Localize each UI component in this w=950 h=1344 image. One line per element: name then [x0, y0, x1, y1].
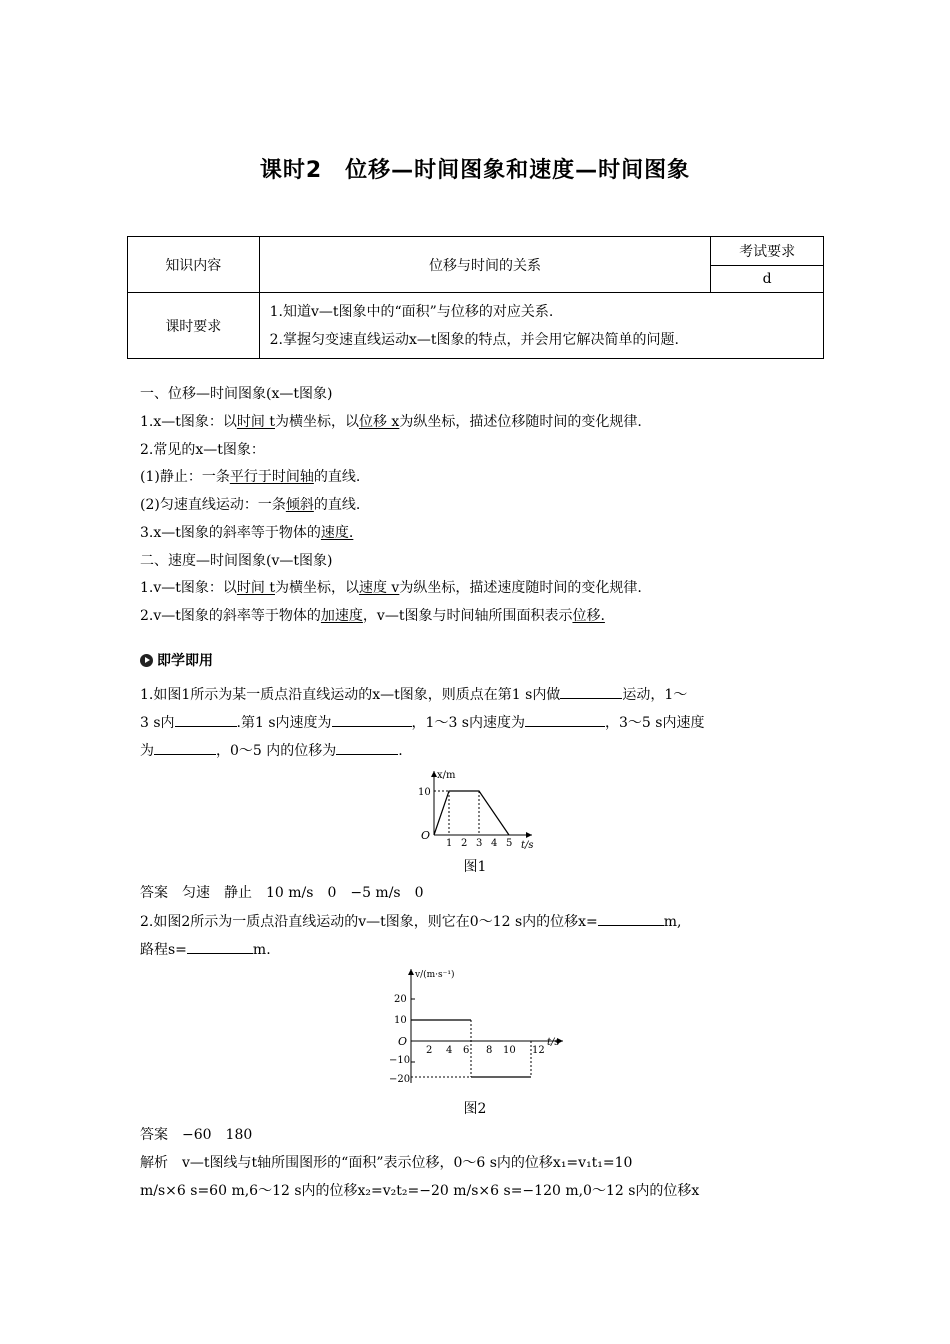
x-tick-label: 12 — [532, 1045, 545, 1056]
x-tick-label: 1 — [446, 838, 453, 849]
figure-1-caption: 图1 — [463, 859, 487, 875]
answer-blank[interactable] — [525, 712, 605, 727]
note-xt-5: 3.x—t图象的斜率等于物体的速度. — [140, 525, 354, 541]
knowledge-label: 知识内容 — [128, 237, 260, 293]
answer-blank[interactable] — [187, 939, 253, 954]
note-xt-3: (1)静止：一条平行于时间轴的直线. — [140, 469, 361, 485]
y-axis-label: v/(m·s⁻¹) — [415, 970, 455, 980]
question-1-line-3: 为 ，0～5 内的位移为 . — [140, 740, 403, 761]
y-tick-label: 10 — [418, 787, 431, 798]
note-vt-2: 2.v—t图象的斜率等于物体的加速度，v—t图象与时间轴所围面积表示位移. — [140, 608, 605, 624]
page-title: 课时2 位移—时间图象和速度—时间图象 — [259, 158, 691, 183]
note-xt-2: 2.常见的x—t图象： — [140, 442, 265, 458]
y-tick-label: 10 — [394, 1015, 407, 1026]
answer-blank[interactable] — [332, 712, 412, 727]
x-tick-label: 3 — [476, 838, 483, 849]
analysis-line-1: 解析 v—t图线与t轴所围图形的“面积”表示位移，0～6 s内的位移x₁=v₁t₁=10 — [140, 1155, 633, 1171]
exam-label: 考试要求 — [711, 237, 824, 266]
x-tick-label: 2 — [461, 838, 468, 849]
x-tick-label: 10 — [503, 1045, 516, 1056]
y-tick-label: −10 — [389, 1055, 411, 1066]
question-1-line-1: 1.如图1所示为某一质点沿直线运动的x—t图象，则质点在第1 s内做 运动，1～ — [140, 684, 687, 705]
lesson-requirements — [259, 293, 823, 359]
figure-2-caption: 图2 — [463, 1101, 487, 1117]
y-axis-arrow — [408, 969, 414, 975]
x-axis-label: t/s — [547, 1037, 560, 1048]
x-axis-arrow — [526, 832, 532, 838]
y-axis-label: x/m — [437, 770, 456, 781]
x-tick-label: 4 — [491, 838, 498, 849]
section-heading: 即学即用 — [140, 650, 213, 670]
y-tick-label: −20 — [389, 1074, 411, 1085]
x-tick-label: 5 — [506, 838, 513, 849]
lesson-label: 课时要求 — [128, 293, 260, 359]
origin-label: O — [421, 829, 431, 842]
answer-blank[interactable] — [336, 740, 398, 755]
x-axis-label: t/s — [521, 840, 534, 851]
figure-1-xt-graph — [410, 765, 550, 855]
position-curve — [434, 791, 509, 835]
figure-2-vt-graph — [383, 965, 573, 1090]
requirements-table — [127, 236, 824, 359]
note-xt-1: 1.x—t图象：以时间 t为横坐标，以位移 x为纵坐标，描述位移随时间的变化规律. — [140, 414, 642, 430]
requirement-2: 2.掌握匀变速直线运动x—t图象的特点，并会用它解决简单的问题. — [269, 331, 679, 348]
requirement-1: 1.知道v—t图象中的“面积”与位移的对应关系. — [269, 303, 554, 320]
answer-blank[interactable] — [175, 712, 237, 727]
knowledge-value: 位移与时间的关系 — [259, 237, 711, 293]
origin-label: O — [398, 1035, 408, 1048]
answer-2: 答案 −60 180 — [140, 1127, 253, 1143]
note-vt-1: 1.v—t图象：以时间 t为横坐标，以速度 v为纵坐标，描述速度随时间的变化规律. — [140, 580, 642, 596]
question-2-line-1: 2.如图2所示为一质点沿直线运动的v—t图象，则它在0～12 s内的位移x= m, — [140, 911, 682, 932]
x-tick-label: 4 — [446, 1045, 453, 1056]
heading-xt: 一、位移—时间图象(x—t图象) — [140, 386, 333, 402]
heading-vt: 二、速度—时间图象(v—t图象) — [140, 553, 333, 569]
question-2-line-2: 路程s= m. — [140, 939, 271, 960]
exam-value: d — [711, 266, 824, 293]
x-tick-label: 6 — [463, 1045, 470, 1056]
answer-1: 答案 匀速 静止 10 m/s 0 −5 m/s 0 — [140, 885, 424, 901]
answer-blank[interactable] — [560, 684, 622, 699]
y-tick-label: 20 — [394, 994, 407, 1005]
question-1-line-2: 3 s内 .第1 s内速度为 ，1～3 s内速度为 ，3～5 s内速度 — [140, 712, 704, 733]
play-icon — [140, 654, 153, 667]
x-tick-label: 2 — [426, 1045, 433, 1056]
note-xt-4: (2)匀速直线运动：一条倾斜的直线. — [140, 497, 361, 513]
x-tick-label: 8 — [486, 1045, 493, 1056]
answer-blank[interactable] — [154, 740, 216, 755]
answer-blank[interactable] — [598, 911, 664, 926]
analysis-line-2: m/s×6 s=60 m,6～12 s内的位移x₂=v₂t₂=−20 m/s×6 s=−120 m,0～12 s内的位移x — [140, 1183, 700, 1199]
